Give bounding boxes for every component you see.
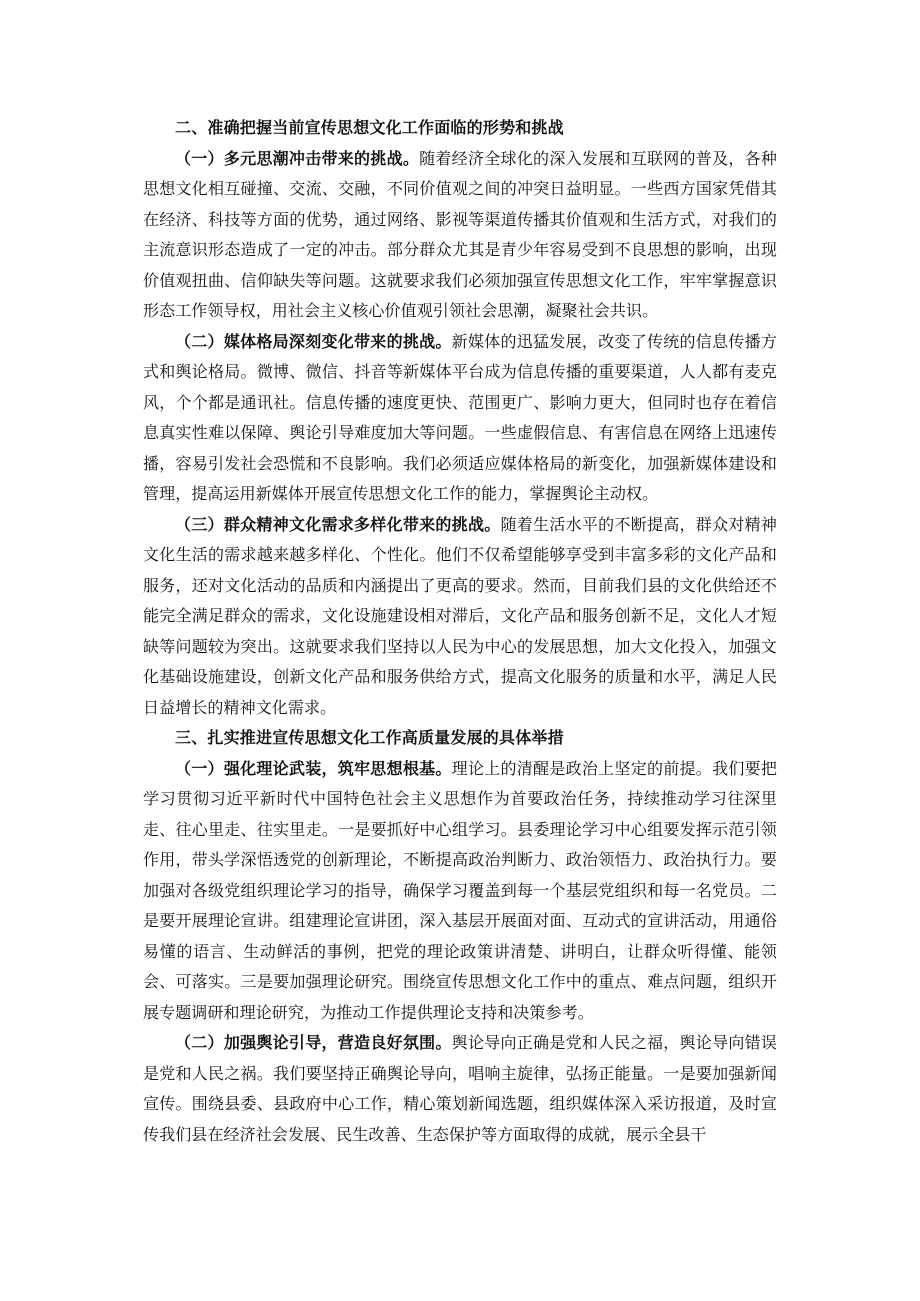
paragraph-lead: （二）加强舆论引导，营造良好氛围。	[175, 1033, 452, 1052]
paragraph-public-opinion	[143, 1028, 777, 1150]
paragraph-cultural-needs	[143, 510, 777, 724]
paragraph-body: 随着经济全球化的深入发展和互联网的普及，各种思想文化相互碰撞、交流、交融，不同价值观之间的冲突日益明显。一些西方国家凭借其在经济、科技等方面的优势，通过网络、影视等渠道传播其价值观和生活方式，对我们的主流意识形态造成了一定的冲击。部分群众尤其是青少年容易受到不良思想的影响，出现价值观扭曲、信仰缺失等问题。这就要求我们必须加强宣传思想文化工作，牢牢掌握意识形态工作领导权，用社会主义核心价值观引领社会思潮，凝聚社会共识。	[143, 148, 777, 320]
section-heading-two: 二、准确把握当前宣传思想文化工作面临的形势和挑战	[175, 118, 564, 137]
paragraph-lead: （一）多元思潮冲击带来的挑战。	[175, 148, 420, 168]
paragraph-lead: （一）强化理论武装，筑牢思想根基。	[175, 758, 452, 778]
section-heading-three: 三、扎实推进宣传思想文化工作高质量发展的具体举措	[175, 728, 564, 747]
paragraph-lead: （二）媒体格局深刻变化带来的挑战。	[175, 331, 452, 351]
paragraph-body: 理论上的清醒是政治上坚定的前提。我们要把学习贯彻习近平新时代中国特色社会主义思想作为首要政治任务，持续推动学习往深里走、往心里走、往实里走。一是要抓好中心组学习。县委理论学习中心组要发挥示范引领作用，带头学深悟透党的创新理论，不断提高政治判断力、政治领悟力、政治执行力。要加强对各级党组织理论学习的指导，确保学习覆盖到每一个基层党组织和每一名党员。二是要开展理论宣讲。组建理论宣讲团，深入基层开展面对面、互动式的宣讲活动，用通俗易懂的语言、生动鲜活的事例，把党的理论政策讲清楚、讲明白，让群众听得懂、能领会、可落实。三是要加强理论研究。围绕宣传思想文化工作中的重点、难点问题，组织开展专题调研和理论研究，为推动工作提供理论支持和决策参考。	[143, 758, 777, 1022]
paragraph-body: 舆论导向正确是党和人民之福，舆论导向错误是党和人民之祸。我们要坚持正确舆论导向，唱响主旋律，弘扬正能量。一是要加强新闻宣传。围绕县委、县政府中心工作，精心策划新闻选题，组织媒体深入采访报道，及时宣传我们县在经济社会发展、民生改善、生态保护等方面取得的成就，展示全县干	[143, 1033, 777, 1144]
paragraph-body: 新媒体的迅猛发展，改变了传统的信息传播方式和舆论格局。微博、微信、抖音等新媒体平台成为信息传播的重要渠道，人人都有麦克风，个个都是通讯社。信息传播的速度更快、范围更广、影响力更大，但同时也存在着信息真实性难以保障、舆论引导难度加大等问题。一些虚假信息、有害信息在网络上迅速传播，容易引发社会恐慌和不良影响。我们必须适应媒体格局的新变化，加强新媒体建设和管理，提高运用新媒体开展宣传思想文化工作的能力，掌握舆论主动权。	[143, 331, 777, 503]
paragraph-theory-study	[143, 754, 777, 1029]
paragraph-body: 随着生活水平的不断提高，群众对精神文化生活的需求越来越多样化、个性化。他们不仅希望能够享受到丰富多彩的文化产品和服务，还对文化活动的品质和内涵提出了更高的要求。然而，目前我们县的文化供给还不能完全满足群众的需求，文化设施建设相对滞后，文化产品和服务创新不足，文化人才短缺等问题较为突出。这就要求我们坚持以人民为中心的发展思想，加大文化投入，加强文化基础设施建设，创新文化产品和服务供给方式，提高文化服务的质量和水平，满足人民日益增长的精神文化需求。	[143, 514, 777, 717]
paragraph-lead: （三）群众精神文化需求多样化带来的挑战。	[175, 514, 501, 534]
paragraph-media-landscape	[143, 327, 777, 510]
paragraph-diverse-thoughts	[143, 144, 777, 327]
